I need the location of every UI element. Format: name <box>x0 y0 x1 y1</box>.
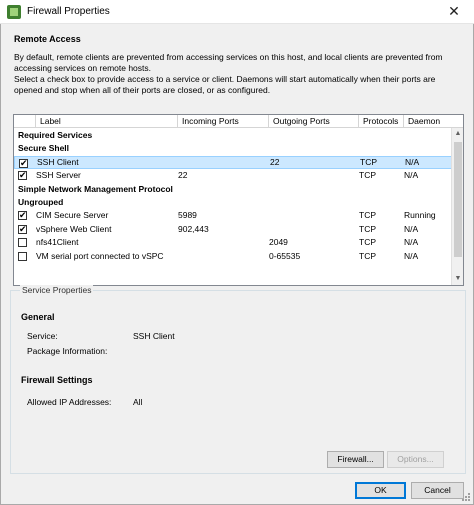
service-label-cell: SSH Client <box>37 156 79 167</box>
service-label-cell: VM serial port connected to vSPC <box>36 250 164 261</box>
column-header-protocols[interactable]: Protocols <box>359 115 404 128</box>
daemon-cell: N/A <box>404 223 419 234</box>
daemon-cell: N/A <box>404 170 419 181</box>
close-button[interactable] <box>434 0 474 24</box>
remote-access-description-2: Select a check box to provide access to a service or client. Daemons will start automatically when their ports are opened and stop when all of their ports are closed, or as configured. <box>14 74 436 95</box>
protocols-cell: TCP <box>360 156 377 167</box>
column-header-incoming-ports[interactable]: Incoming Ports <box>178 115 269 128</box>
enable-checkbox[interactable] <box>18 225 27 234</box>
service-label-cell: vSphere Web Client <box>36 223 112 234</box>
group-row[interactable]: Secure Shell <box>18 143 70 154</box>
enable-checkbox[interactable] <box>19 159 28 168</box>
service-label-cell: CIM Secure Server <box>36 210 109 221</box>
ok-button[interactable]: OK <box>355 482 406 499</box>
checkmark-icon: ✔ <box>19 170 27 181</box>
window-title: Firewall Properties <box>27 6 110 17</box>
service-row[interactable] <box>14 169 452 182</box>
outgoing-ports-cell: 22 <box>270 156 280 167</box>
service-value: SSH Client <box>133 331 175 341</box>
dialog-body <box>0 24 474 505</box>
protocols-cell: TCP <box>359 170 376 181</box>
grid-header <box>14 115 464 128</box>
grid-vertical-scrollbar[interactable] <box>451 128 463 285</box>
services-grid[interactable] <box>13 114 464 286</box>
group-row[interactable]: Required Services <box>18 130 93 140</box>
remote-access-title: Remote Access <box>14 34 81 44</box>
daemon-cell: Running <box>404 210 436 221</box>
checkmark-icon: ✔ <box>19 210 27 221</box>
incoming-ports-cell: 902,443 <box>178 223 209 234</box>
allowed-ip-value: All <box>133 397 143 407</box>
options-button[interactable]: Options... <box>387 451 444 468</box>
service-label-cell: SSH Server <box>36 170 81 181</box>
protocols-cell: TCP <box>359 237 376 248</box>
firewall-button[interactable]: Firewall... <box>327 451 384 468</box>
service-properties-group <box>10 285 466 474</box>
general-title: General <box>21 312 55 322</box>
protocols-cell: TCP <box>359 223 376 234</box>
incoming-ports-cell: 22 <box>178 170 188 181</box>
service-row[interactable] <box>14 236 452 249</box>
enable-checkbox[interactable] <box>18 252 27 261</box>
column-header-outgoing-ports[interactable]: Outgoing Ports <box>269 115 359 128</box>
protocols-cell: TCP <box>359 210 376 221</box>
service-row[interactable] <box>14 209 452 222</box>
resize-grip-icon[interactable] <box>461 492 471 502</box>
service-label-cell: nfs41Client <box>36 237 79 248</box>
service-label: Service: <box>27 331 58 341</box>
enable-checkbox[interactable] <box>18 211 27 220</box>
column-header-label[interactable]: Label <box>36 115 178 128</box>
scroll-down-icon[interactable]: ▼ <box>454 275 462 282</box>
remote-access-description-1: By default, remote clients are prevented from accessing services on this host, and local clients are prevented from accessing services on remote hosts. <box>14 52 443 73</box>
package-info-label: Package Information: <box>27 346 108 356</box>
enable-checkbox[interactable] <box>18 238 27 247</box>
service-row[interactable] <box>14 156 452 169</box>
column-header-daemon[interactable]: Daemon <box>404 115 464 128</box>
service-properties-legend: Service Properties <box>22 285 92 295</box>
scroll-thumb[interactable] <box>454 142 462 257</box>
protocols-cell: TCP <box>359 250 376 261</box>
column-header-check <box>14 115 36 128</box>
outgoing-ports-cell: 2049 <box>269 237 288 248</box>
allowed-ip-label: Allowed IP Addresses: <box>27 397 112 407</box>
firewall-settings-title: Firewall Settings <box>21 375 93 385</box>
cancel-button[interactable]: Cancel <box>411 482 464 499</box>
service-row[interactable] <box>14 223 452 236</box>
daemon-cell: N/A <box>404 250 419 261</box>
daemon-cell: N/A <box>404 237 419 248</box>
enable-checkbox[interactable] <box>18 171 27 180</box>
close-icon: ✕ <box>448 3 460 19</box>
title-bar <box>0 0 474 24</box>
scroll-up-icon[interactable]: ▲ <box>454 130 462 137</box>
checkmark-icon: ✔ <box>20 157 28 168</box>
daemon-cell: N/A <box>405 156 420 167</box>
group-row[interactable]: Simple Network Management Protocol <box>18 183 173 194</box>
incoming-ports-cell: 5989 <box>178 210 197 221</box>
group-row[interactable]: Ungrouped <box>18 197 64 207</box>
checkmark-icon: ✔ <box>19 223 27 234</box>
service-row[interactable] <box>14 250 452 263</box>
vsphere-app-icon <box>7 5 21 19</box>
outgoing-ports-cell: 0-65535 <box>269 250 301 261</box>
